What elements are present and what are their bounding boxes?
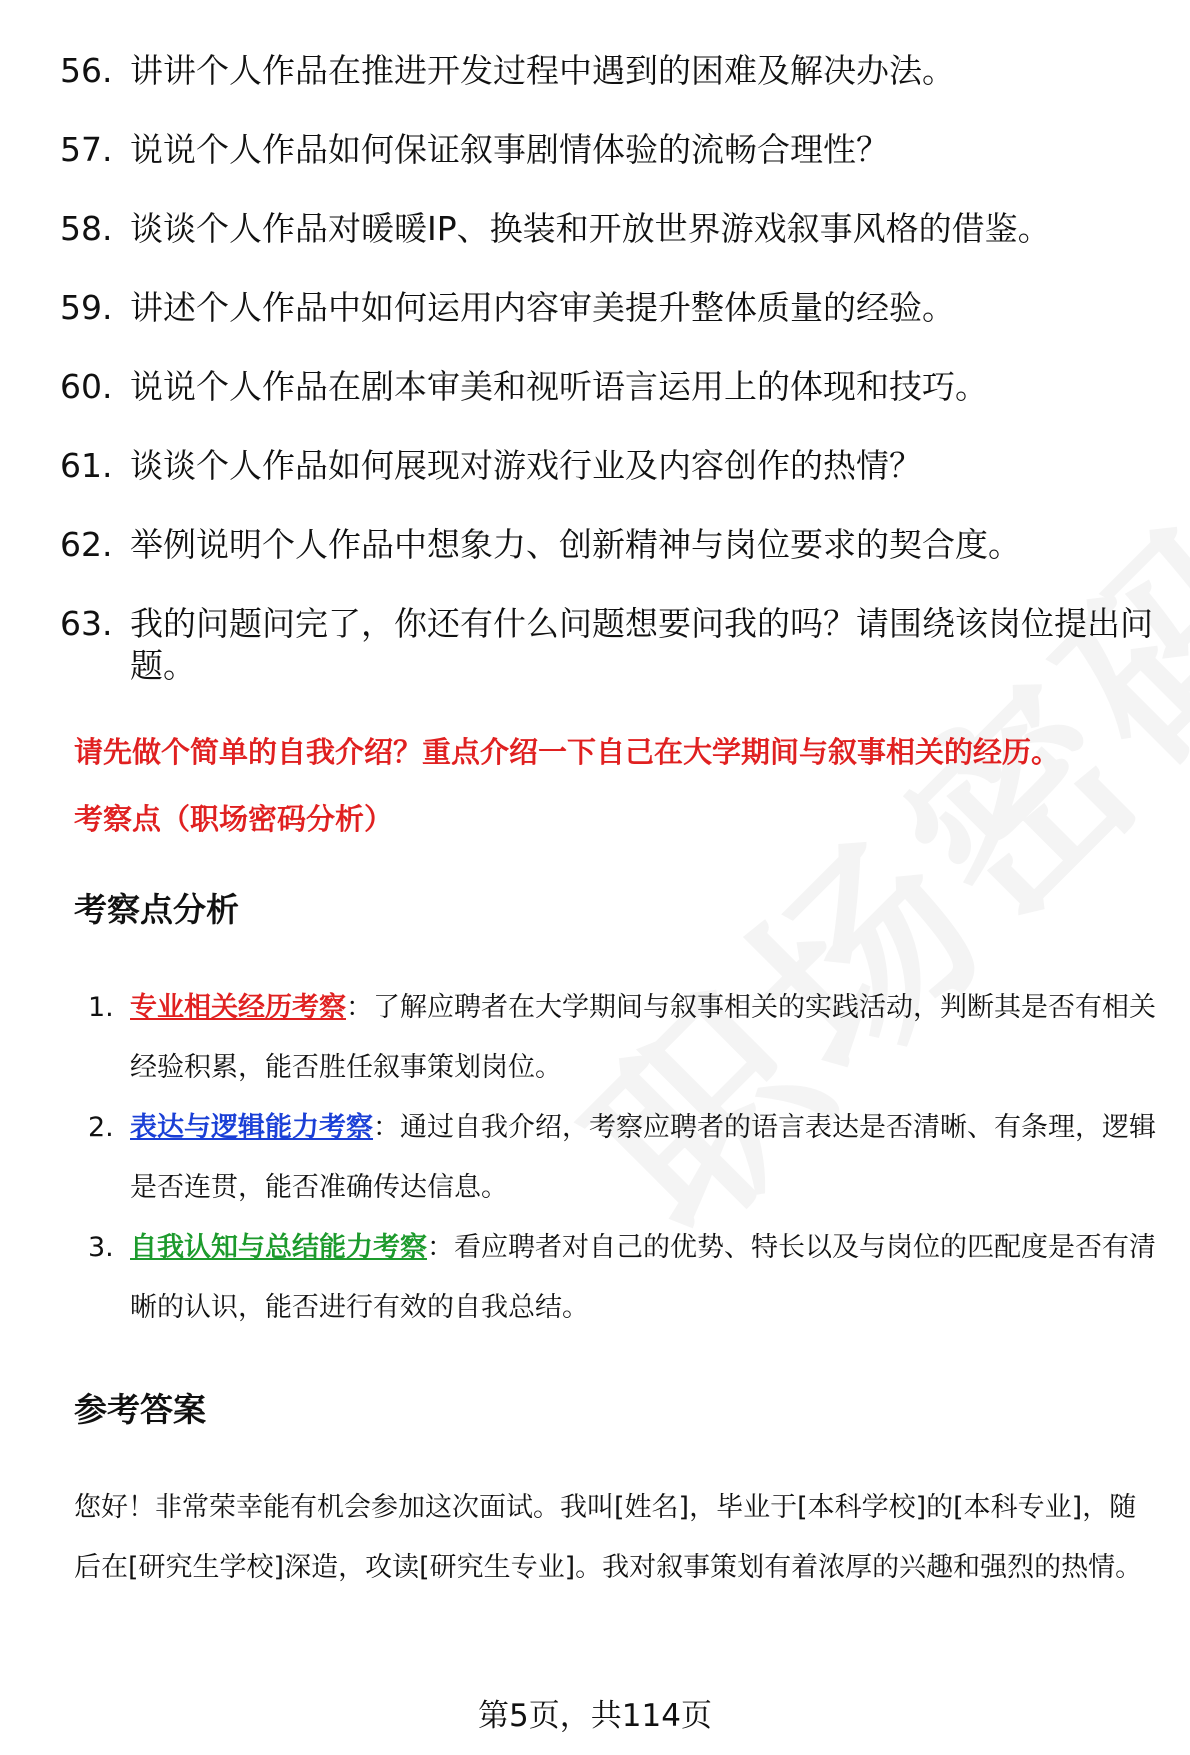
question-list — [60, 50, 1160, 724]
analysis-body — [130, 1218, 1158, 1338]
analysis-number: 3. — [88, 1232, 114, 1263]
question-number: 61. — [60, 446, 113, 485]
question-text: 讲讲个人作品在推进开发过程中遇到的困难及解决办法。 — [130, 51, 955, 90]
highlight-question: 请先做个简单的自我介绍？重点介绍一下自己在大学期间与叙事相关的经历。 — [74, 735, 1061, 769]
analysis-heading: 考察点分析 — [74, 890, 239, 929]
question-text: 说说个人作品如何保证叙事剧情体验的流畅合理性？ — [130, 130, 889, 169]
answer-heading: 参考答案 — [74, 1390, 206, 1429]
question-item — [60, 445, 1160, 487]
question-number: 60. — [60, 367, 113, 406]
question-text: 谈谈个人作品如何展现对游戏行业及内容创作的热情？ — [130, 446, 922, 485]
question-item — [60, 287, 1160, 329]
question-item — [60, 603, 1160, 687]
question-text: 说说个人作品在剧本审美和视听语言运用上的体现和技巧。 — [130, 367, 988, 406]
question-text: 举例说明个人作品中想象力、创新精神与岗位要求的契合度。 — [130, 525, 1021, 564]
analysis-item — [88, 1218, 1158, 1338]
analysis-text: ：通过自我介绍，考察应聘者的语言表达是否清晰、有条理，逻辑是否连贯，能否准确传达信息。 — [130, 1112, 1156, 1203]
analysis-number: 2. — [88, 1112, 114, 1143]
analysis-text: ：了解应聘者在大学期间与叙事相关的实践活动，判断其是否有相关经验积累，能否胜任叙事策划岗位。 — [130, 992, 1156, 1083]
analysis-body — [130, 978, 1158, 1098]
analysis-list — [88, 978, 1158, 1338]
highlight-label: 考察点（职场密码分析） — [74, 802, 394, 836]
question-number: 56. — [60, 51, 113, 90]
page-footer: 第5页，共114页 — [478, 1698, 712, 1734]
question-item — [60, 208, 1160, 250]
question-item — [60, 524, 1160, 566]
analysis-item — [88, 978, 1158, 1098]
question-number: 58. — [60, 209, 113, 248]
analysis-text: ：看应聘者对自己的优势、特长以及与岗位的匹配度是否有清晰的认识，能否进行有效的自我总结。 — [130, 1232, 1156, 1323]
question-number: 62. — [60, 525, 113, 564]
analysis-number: 1. — [88, 992, 114, 1023]
answer-text: 您好！非常荣幸能有机会参加这次面试。我叫[姓名]，毕业于[本科学校]的[本科专业]，随后在[研究生学校]深造，攻读[研究生专业]。我对叙事策划有着浓厚的兴趣和强烈的热情。 — [74, 1492, 1143, 1583]
question-text: 我的问题问完了，你还有什么问题想要问我的吗？请围绕该岗位提出问题。 — [130, 604, 1153, 685]
question-item — [60, 366, 1160, 408]
question-text: 谈谈个人作品对暖暖IP、换装和开放世界游戏叙事风格的借鉴。 — [130, 209, 1051, 248]
question-number: 57. — [60, 130, 113, 169]
question-number: 63. — [60, 604, 113, 643]
analysis-item — [88, 1098, 1158, 1218]
analysis-body — [130, 1098, 1158, 1218]
analysis-keyword: 表达与逻辑能力考察 — [130, 1112, 373, 1143]
question-text: 讲述个人作品中如何运用内容审美提升整体质量的经验。 — [130, 288, 955, 327]
question-item — [60, 129, 1160, 171]
analysis-keyword: 专业相关经历考察 — [130, 992, 346, 1023]
analysis-keyword: 自我认知与总结能力考察 — [130, 1232, 427, 1263]
question-number: 59. — [60, 288, 113, 327]
question-item — [60, 50, 1160, 92]
